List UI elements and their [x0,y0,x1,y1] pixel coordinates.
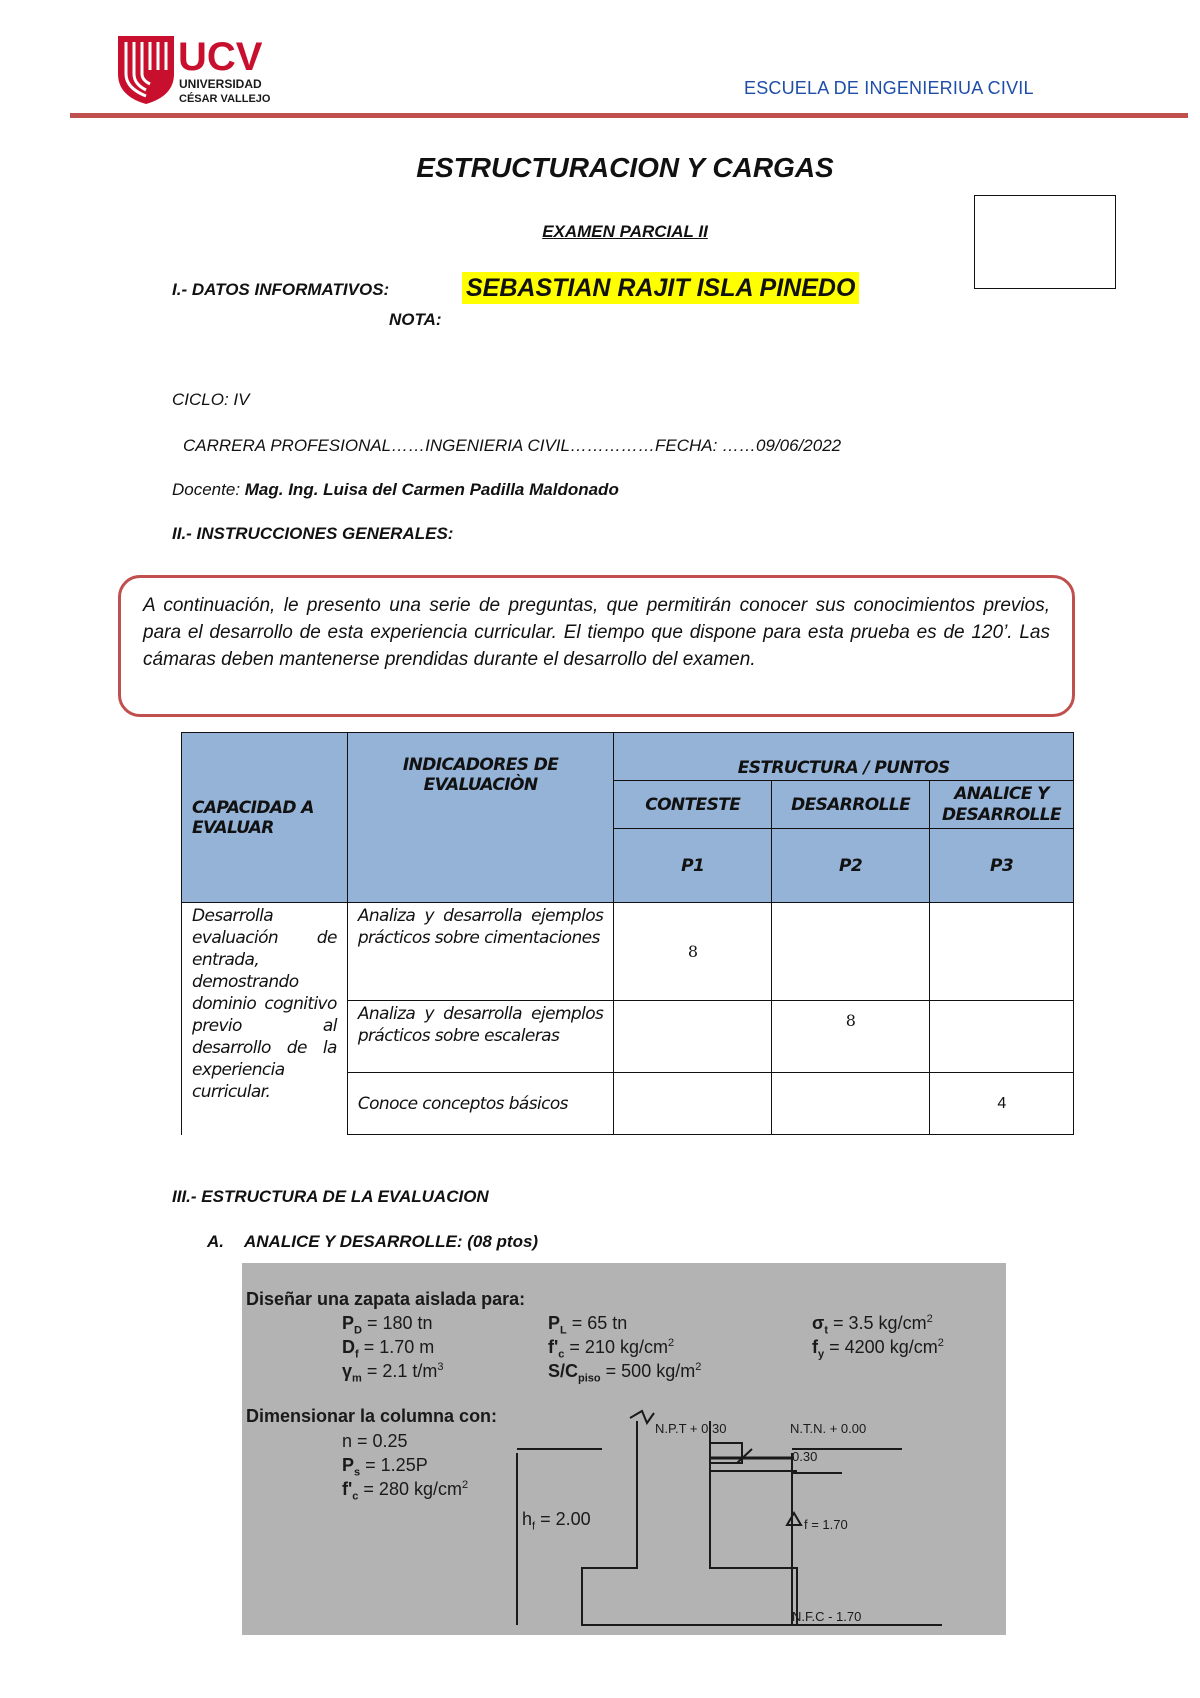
header-desarrolle: DESARROLLE [772,781,930,829]
datos-informativos-label: I.- DATOS INFORMATIVOS: [172,280,390,299]
problem-scan [242,1263,1006,1635]
svg-text:CÉSAR VALLEJO: CÉSAR VALLEJO [179,93,271,105]
ciclo-text: CICLO: IV [172,390,250,409]
param-fc: $f'_c = 210$ $kg/cm^2$ [548,1337,675,1361]
param-pl: $P_L = 65$ tn [548,1313,628,1337]
indicador-cell: Conoce conceptos básicos [347,1073,613,1135]
university-logo [116,30,276,106]
nota-label: NOTA: [389,310,442,329]
problem-intro: Diseñar una zapata aislada para: [246,1289,526,1309]
param-fc2: $f'_c = 280$ $kg/cm^2$ [342,1479,469,1503]
header-analice: ANALICE Y DESARROLLE [930,781,1074,829]
page-title: ESTRUCTURACION Y CARGAS [416,152,834,183]
header-p1: P1 [614,829,772,903]
param-ps: $P_s = 1.25P$ [342,1455,428,1479]
section-a-letter: A. [207,1232,224,1251]
param-n: n = 0.25 [342,1431,408,1451]
label-ntn: N.T.N. + 0.00 [790,1421,867,1436]
docente-line [172,480,619,500]
svg-text:UNIVERSIDAD: UNIVERSIDAD [179,77,262,91]
points-cell [772,903,930,1001]
section-a-heading: ANALICE Y DESARROLLE: (08 ptos) [244,1232,539,1251]
points-cell: 4 [930,1073,1074,1135]
header-capacidad: CAPACIDAD A EVALUAR [182,733,348,903]
points-cell [930,1001,1074,1073]
grade-box [974,195,1116,289]
label-npt: N.P.T + 0.30 [655,1421,727,1436]
docente-name: Mag. Ing. Luisa del Carmen Padilla Maldonado [244,480,619,499]
header-p2: P2 [772,829,930,903]
points-cell [930,903,1074,1001]
label-030: 0.30 [792,1449,818,1464]
indicador-cell: Analiza y desarrolla ejemplos prácticos sobre escaleras [347,1001,613,1073]
instructions-heading: II.- INSTRUCCIONES GENERALES: [172,524,454,543]
section-3-heading: III.- ESTRUCTURA DE LA EVALUACION [172,1187,489,1206]
column-intro: Dimensionar la columna con: [246,1406,498,1426]
param-gm: $\gamma_m = 2.1$ $t/m^3$ [342,1361,444,1385]
points-cell [772,1073,930,1135]
carrera-line: CARRERA PROFESIONAL……INGENIERIA CIVIL……………FECHA: ……09/06/2022 [183,436,842,455]
header-conteste: CONTESTE [614,781,772,829]
label-hf: $h_f = 2.00$ [522,1509,591,1533]
svg-text:UCV: UCV [178,35,263,79]
school-name: ESCUELA DE INGENIERIUA CIVIL [744,78,1034,98]
capacidad-cell: Desarrolla evaluación de entrada, demostrando dominio cognitivo previo al desarrollo de la experiencia curricular. [182,903,348,1135]
header-indicadores: INDICADORES DE EVALUACIÒN [347,733,613,903]
exam-subtitle: EXAMEN PARCIAL II [542,222,708,241]
points-cell [614,1073,772,1135]
param-sigma: $\sigma_t = 3.5$ $kg/cm^2$ [812,1313,933,1337]
footing-diagram [242,1263,1006,1635]
evaluation-table [181,732,1074,1135]
header-p3: P3 [930,829,1074,903]
student-name: SEBASTIAN RAJIT ISLA PINEDO [462,272,859,304]
docente-label: Docente: [172,480,245,499]
points-cell [614,1001,772,1073]
param-df: $D_f = 1.70$ m [342,1337,435,1361]
instructions-box: A continuación, le presento una serie de preguntas, que permitirán conocer sus conocimientos previos, para el desarrollo de esta experiencia curricular. El tiempo que dispone para esta prueba es de 120’. Las cámaras deben mantenerse prendidas durante el desarrollo del examen. [118,575,1075,717]
label-nfc: N.F.C - 1.70 [792,1609,862,1624]
label-df: f = 1.70 [804,1517,848,1532]
points-cell: 8 [614,903,772,1001]
shield-icon [118,36,174,104]
param-pd: $P_D = 180$ tn [342,1313,433,1337]
indicador-cell: Analiza y desarrolla ejemplos prácticos sobre cimentaciones [347,903,613,1001]
param-sc: $S/C_{piso} = 500$ $kg/m^2$ [548,1361,702,1385]
header-estructura: ESTRUCTURA / PUNTOS [614,733,1074,781]
points-cell: 8 [772,1001,930,1073]
header-divider [70,113,1188,118]
param-fy: $f_y = 4200$ $kg/cm^2$ [812,1337,944,1361]
